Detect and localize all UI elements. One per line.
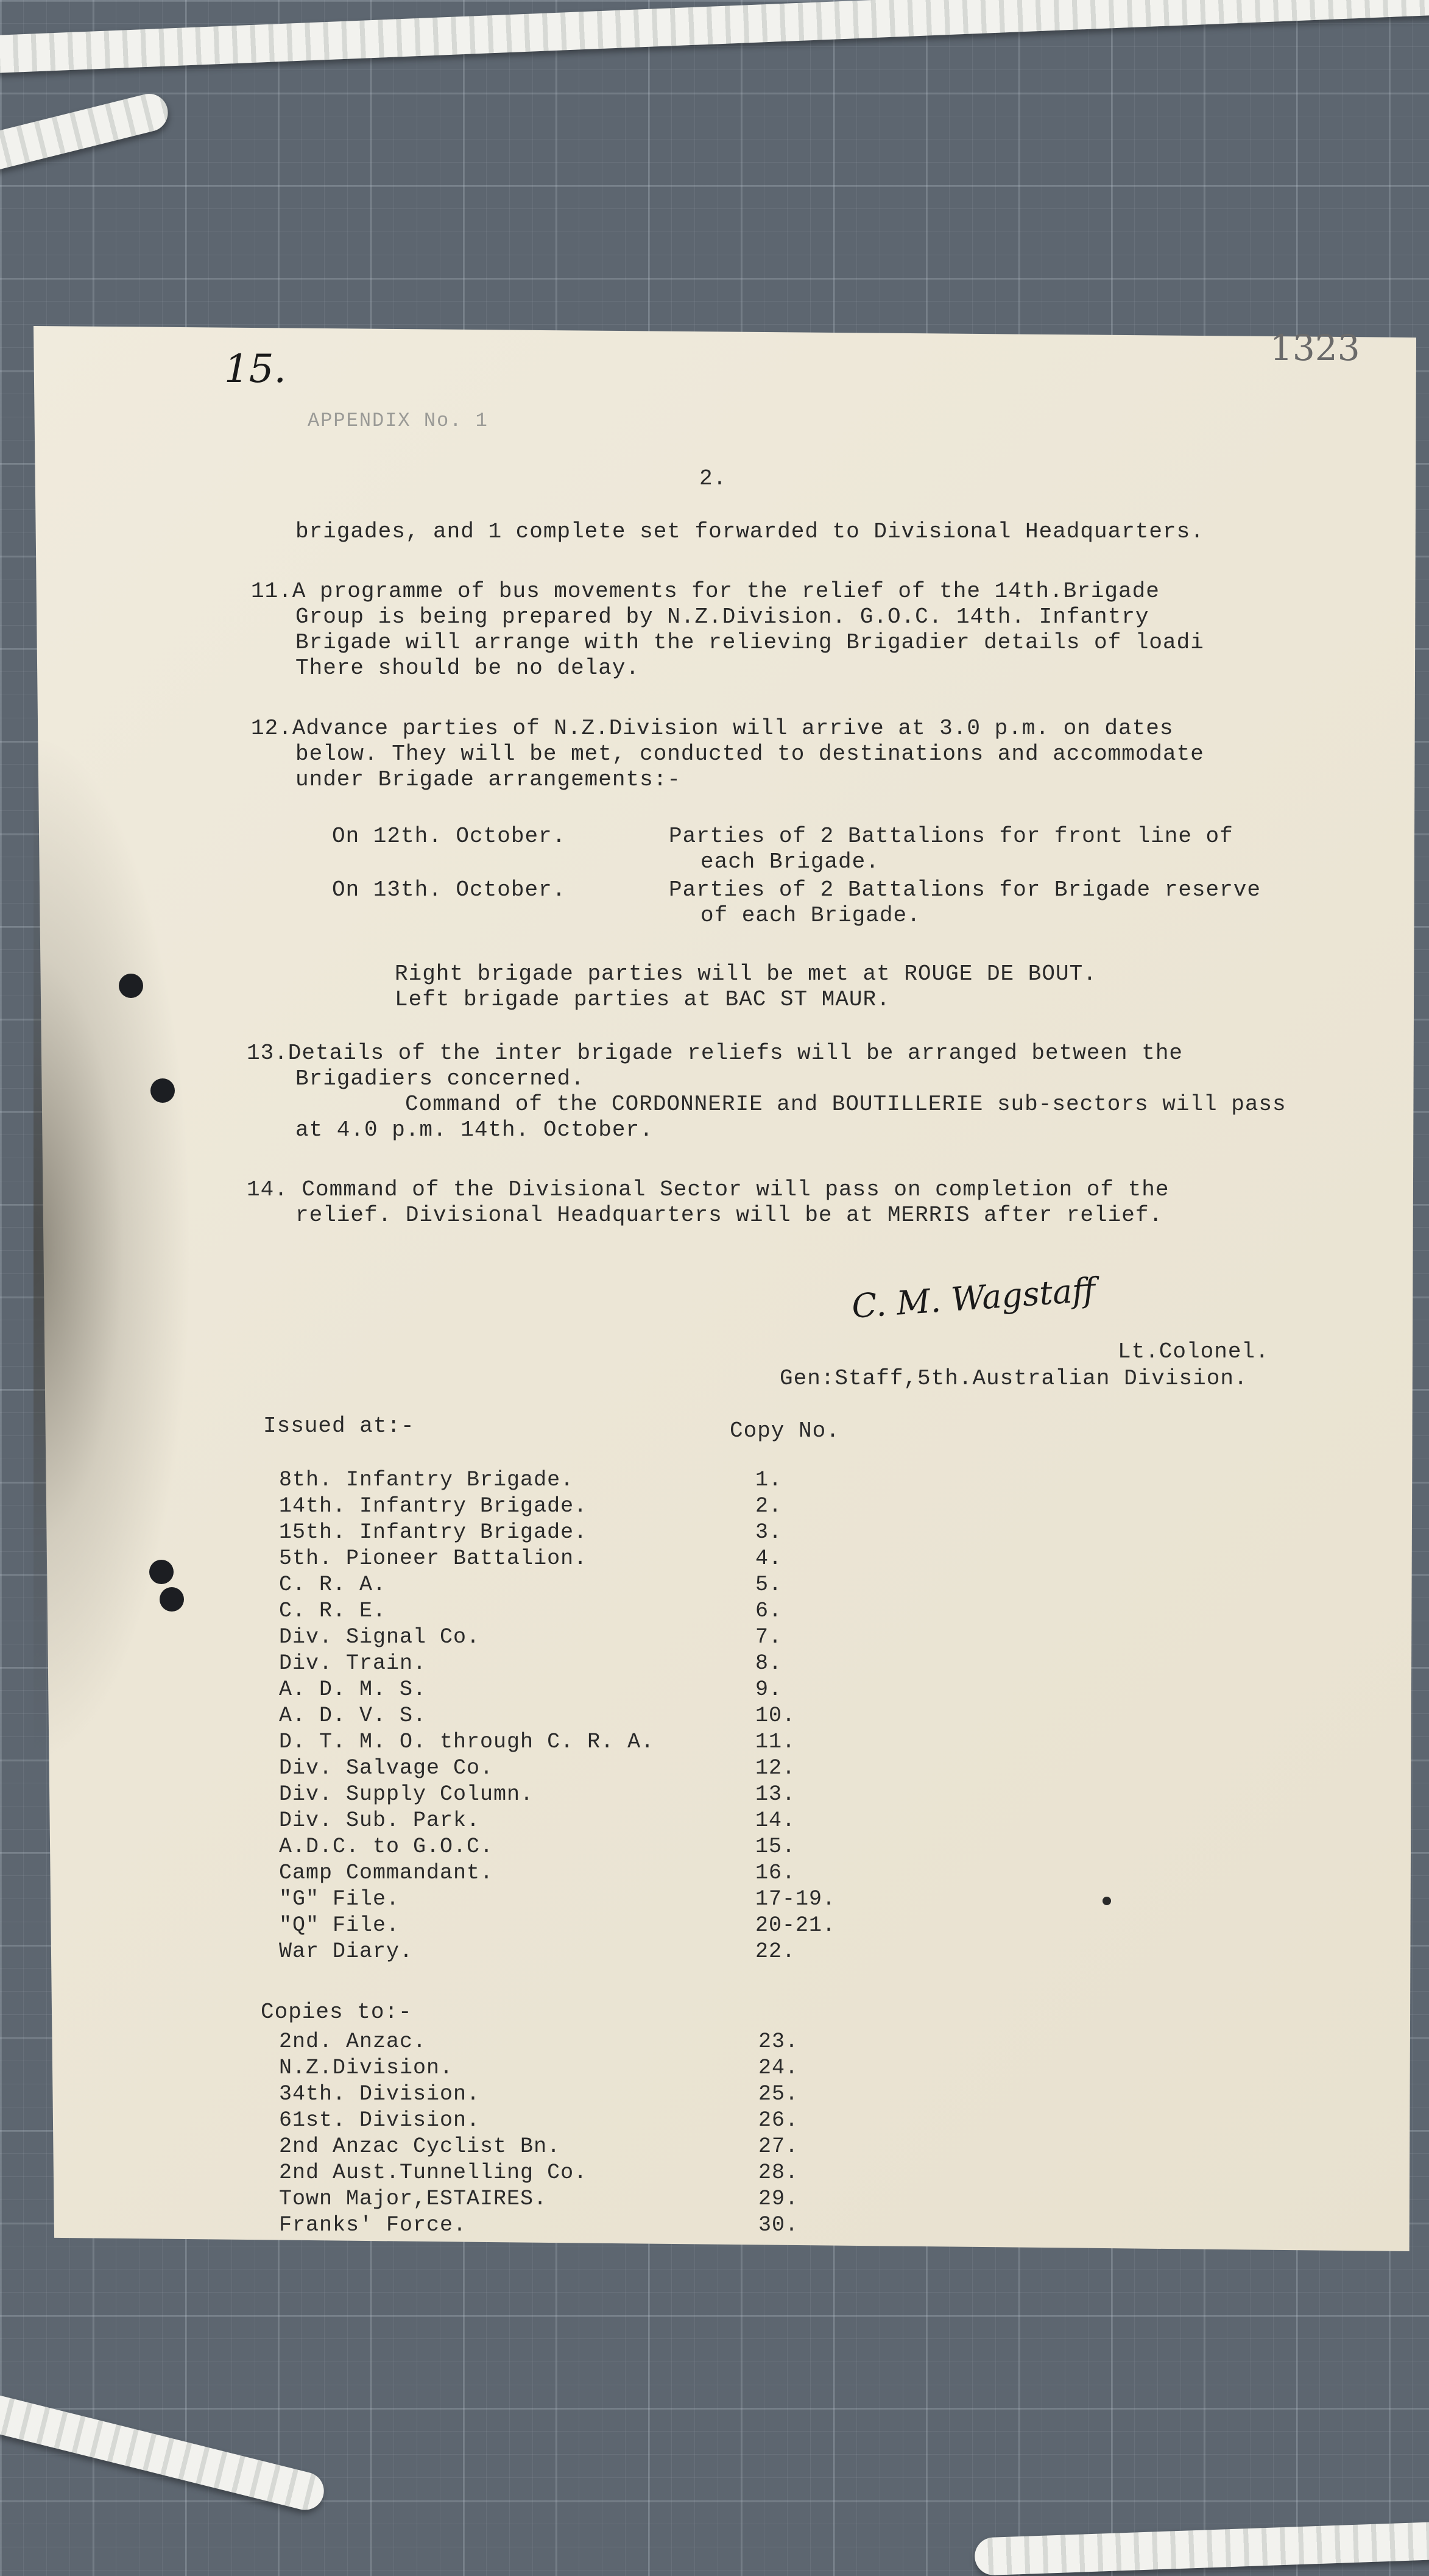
punch-hole	[150, 1078, 175, 1103]
copy-number: 13.	[755, 1782, 796, 1806]
copy-number: 7.	[755, 1625, 783, 1649]
schedule-date: On 13th. October.	[332, 877, 566, 902]
copies-to-heading: Copies to:-	[261, 2000, 412, 2025]
issued-unit-list	[279, 1467, 654, 1965]
handwritten-signature: C. M. Wagstaff	[850, 1270, 1097, 1326]
list-item: C. R. A.	[279, 1573, 387, 1597]
para-line: relief. Divisional Headquarters will be at MERRIS after relief.	[295, 1203, 1163, 1228]
page-number: 2.	[699, 466, 727, 491]
para-line: 13.Details of the inter brigade reliefs will be arranged between the	[247, 1041, 1184, 1066]
copy-number: 5.	[755, 1573, 783, 1597]
list-item: Div. Signal Co.	[279, 1625, 481, 1649]
copy-no-heading: Copy No.	[730, 1418, 840, 1443]
issued-heading: Issued at:-	[263, 1414, 415, 1438]
schedule-detail: Parties of 2 Battalions for Brigade reserve	[669, 877, 1261, 902]
page-reference: 15.	[224, 347, 286, 392]
para-line: 14. Command of the Divisional Sector will pass on completion of the	[247, 1177, 1170, 1202]
copy-number: 28.	[758, 2160, 799, 2185]
cord-top-left	[0, 90, 172, 179]
para-line: Brigadiers concerned.	[295, 1066, 585, 1091]
list-item: Div. Sub. Park.	[279, 1808, 481, 1833]
schedule-date: On 12th. October.	[332, 824, 566, 849]
list-item: "Q" File.	[279, 1913, 400, 1937]
para-line: under Brigade arrangements:-	[295, 767, 681, 792]
copy-number: 26.	[758, 2108, 799, 2132]
copy-number: 20-21.	[755, 1913, 836, 1937]
copy-number: 3.	[755, 1520, 783, 1545]
list-item: 2nd Aust.Tunnelling Co.	[279, 2160, 588, 2185]
archive-number: 1323	[1270, 327, 1360, 369]
copy-number: 24.	[758, 2056, 799, 2080]
schedule-detail: of each Brigade.	[700, 903, 921, 928]
ink-speck	[1103, 1897, 1111, 1905]
list-item: Div. Supply Column.	[279, 1782, 534, 1806]
list-item: 15th. Infantry Brigade.	[279, 1520, 588, 1545]
list-item: Franks' Force.	[279, 2213, 467, 2237]
list-item: 2nd. Anzac.	[279, 2029, 427, 2054]
para-line: 12.Advance parties of N.Z.Division will arrive at 3.0 p.m. on dates	[251, 716, 1174, 741]
list-item: Div. Train.	[279, 1651, 427, 1675]
para-line: at 4.0 p.m. 14th. October.	[295, 1117, 654, 1142]
issued-copy-list	[755, 1467, 836, 1965]
copy-number: 25.	[758, 2082, 799, 2106]
copy-number: 11.	[755, 1730, 796, 1754]
list-item: 2nd Anzac Cyclist Bn.	[279, 2134, 561, 2159]
copy-number: 22.	[755, 1939, 796, 1964]
list-item: War Diary.	[279, 1939, 414, 1964]
signatory-unit: Gen:Staff,5th.Australian Division.	[780, 1366, 1248, 1391]
cord-top	[0, 0, 1429, 74]
appendix-stamp: APPENDIX No. 1	[308, 409, 489, 432]
meeting-line: Right brigade parties will be met at ROUGE DE BOUT.	[395, 961, 1097, 986]
cord-bottom-left	[0, 2386, 328, 2514]
list-item: Camp Commandant.	[279, 1861, 494, 1885]
signatory-rank: Lt.Colonel.	[1118, 1339, 1269, 1364]
list-item: 5th. Pioneer Battalion.	[279, 1546, 588, 1571]
list-item: 61st. Division.	[279, 2108, 481, 2132]
list-item: N.Z.Division.	[279, 2056, 454, 2080]
list-item: A. D. V. S.	[279, 1704, 427, 1728]
copies-copy-list	[758, 2029, 799, 2238]
list-item: 8th. Infantry Brigade.	[279, 1468, 574, 1492]
para-line: 11.A programme of bus movements for the relief of the 14th.Brigade	[251, 579, 1160, 604]
list-item: "G" File.	[279, 1887, 400, 1911]
para-line: Brigade will arrange with the relieving Brigadier details of loadi	[295, 630, 1204, 655]
list-item: 14th. Infantry Brigade.	[279, 1494, 588, 1518]
copy-number: 1.	[755, 1468, 783, 1492]
copy-number: 16.	[755, 1861, 796, 1885]
copy-number: 2.	[755, 1494, 783, 1518]
schedule-detail: each Brigade.	[700, 849, 880, 874]
copy-number: 6.	[755, 1599, 783, 1623]
copy-number: 15.	[755, 1835, 796, 1859]
copy-number: 10.	[755, 1704, 796, 1728]
para-line: Group is being prepared by N.Z.Division. G.O.C. 14th. Infantry	[295, 604, 1149, 629]
meeting-line: Left brigade parties at BAC ST MAUR.	[395, 987, 891, 1012]
cord-bottom-right	[974, 2519, 1429, 2575]
list-item: 34th. Division.	[279, 2082, 481, 2106]
list-item: A. D. M. S.	[279, 1677, 427, 1702]
copies-unit-list	[279, 2029, 587, 2238]
punch-hole	[149, 1560, 174, 1584]
para-line: Command of the CORDONNERIE and BOUTILLERIE sub-sectors will pass	[405, 1092, 1286, 1117]
copy-number: 4.	[755, 1546, 783, 1571]
copy-number: 14.	[755, 1808, 796, 1833]
punch-hole	[160, 1587, 184, 1612]
schedule-detail: Parties of 2 Battalions for front line of	[669, 824, 1233, 849]
copy-number: 27.	[758, 2134, 799, 2159]
list-item: A.D.C. to G.O.C.	[279, 1835, 494, 1859]
list-item: Town Major,ESTAIRES.	[279, 2187, 548, 2211]
continuation-line: brigades, and 1 complete set forwarded to Divisional Headquarters.	[295, 519, 1204, 544]
copy-number: 12.	[755, 1756, 796, 1780]
para-line: There should be no delay.	[295, 656, 640, 681]
list-item: D. T. M. O. through C. R. A.	[279, 1730, 655, 1754]
para-line: below. They will be met, conducted to destinations and accommodate	[295, 741, 1204, 766]
copy-number: 30.	[758, 2213, 799, 2237]
list-item: Div. Salvage Co.	[279, 1756, 494, 1780]
punch-hole	[119, 974, 143, 998]
list-item: C. R. E.	[279, 1599, 387, 1623]
copy-number: 23.	[758, 2029, 799, 2054]
copy-number: 29.	[758, 2187, 799, 2211]
copy-number: 9.	[755, 1677, 783, 1702]
copy-number: 17-19.	[755, 1887, 836, 1911]
copy-number: 8.	[755, 1651, 783, 1675]
